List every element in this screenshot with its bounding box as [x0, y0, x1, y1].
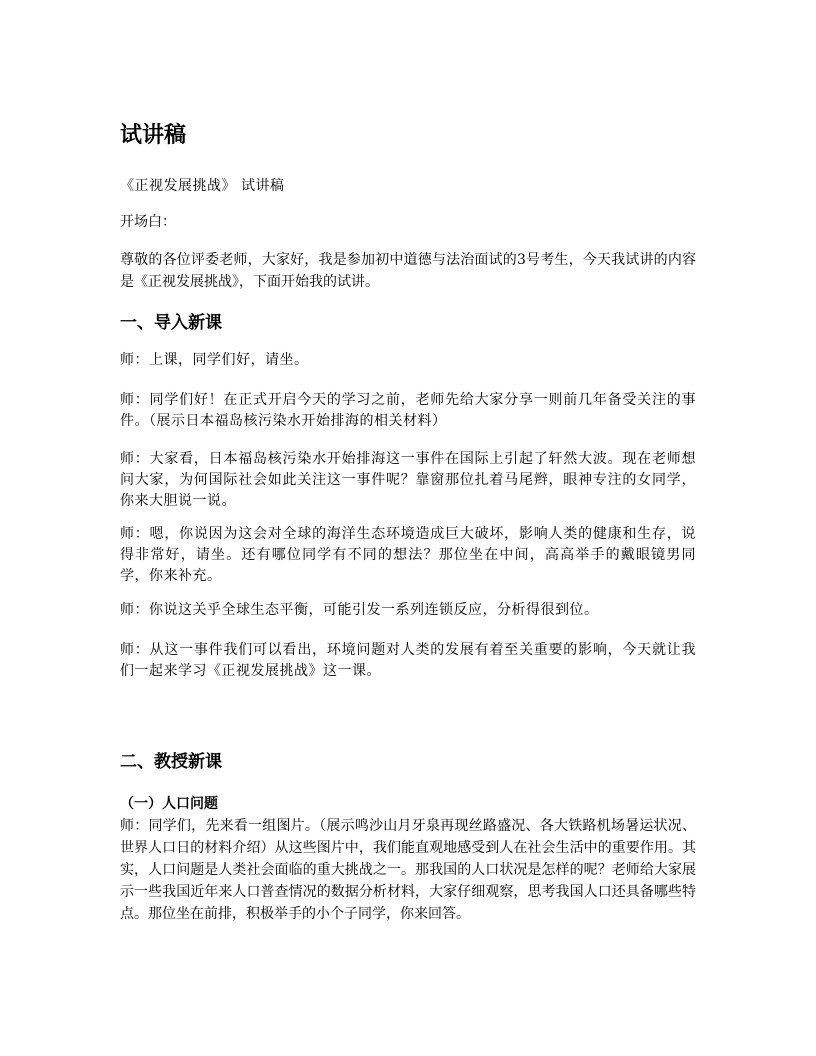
document-title: 试讲稿 [120, 122, 187, 148]
document-subtitle: 《正视发展挑战》 试讲稿 [120, 178, 285, 194]
opening-label: 开场白： [120, 214, 176, 230]
section-heading-intro: 一、导入新课 [120, 313, 222, 333]
dialog-paragraph: 师：你说这关乎全球生态平衡，可能引发一系列连锁反应，分析得很到位。 [120, 602, 599, 618]
subsection-heading-population: （一）人口问题 [120, 796, 218, 812]
section-heading-teaching: 二、教授新课 [120, 752, 222, 772]
dialog-paragraph: 师：从这一事件我们可以看出，环境问题对人类的发展有着至关重要的影响，今天就让我们一起来学习《正视发展挑战》这一课。 [120, 642, 696, 679]
dialog-paragraph: 师：嗯，你说因为这会对全球的海洋生态环境造成巨大破坏，影响人类的健康和生存，说得非常好，请坐。还有哪位同学有不同的想法？那位坐在中间，高高举手的戴眼镜男同学，你来补充。 [120, 526, 696, 584]
dialog-paragraph: 师：上课，同学们好，请坐。 [120, 352, 309, 368]
dialog-paragraph: 师：大家看，日本福岛核污染水开始排海这一事件在国际上引起了轩然大波。现在老师想问大家，为何国际社会如此关注这一事件呢？靠窗那位扎着马尾辫，眼神专注的女同学，你来大胆说一说。 [120, 451, 696, 509]
dialog-paragraph: 师：同学们好！在正式开启今天的学习之前，老师先给大家分享一则前几年备受关注的事件。（展示日本福岛核污染水开始排海的相关材料） [120, 392, 696, 429]
population-paragraph: 师：同学们，先来看一组图片。（展示鸣沙山月牙泉再现丝路盛况、各大铁路机场暑运状况、世界人口日的材料介绍）从这些图片中，我们能直观地感受到人在社会生活中的重要作用。其实，人口问题是人类社会面临的重大挑战之一。那我国的人口状况是怎样的呢？老师给大家展示一些我国近年来人口普查情况的数据分析材料，大家仔细观察，思考我国人口还具备哪些特点。那位坐在前排，积极举手的小个子同学，你来回答。 [120, 818, 696, 922]
opening-paragraph: 尊敬的各位评委老师，大家好，我是参加初中道德与法治面试的3号考生，今天我试讲的内容是《正视发展挑战》，下面开始我的试讲。 [120, 252, 696, 290]
